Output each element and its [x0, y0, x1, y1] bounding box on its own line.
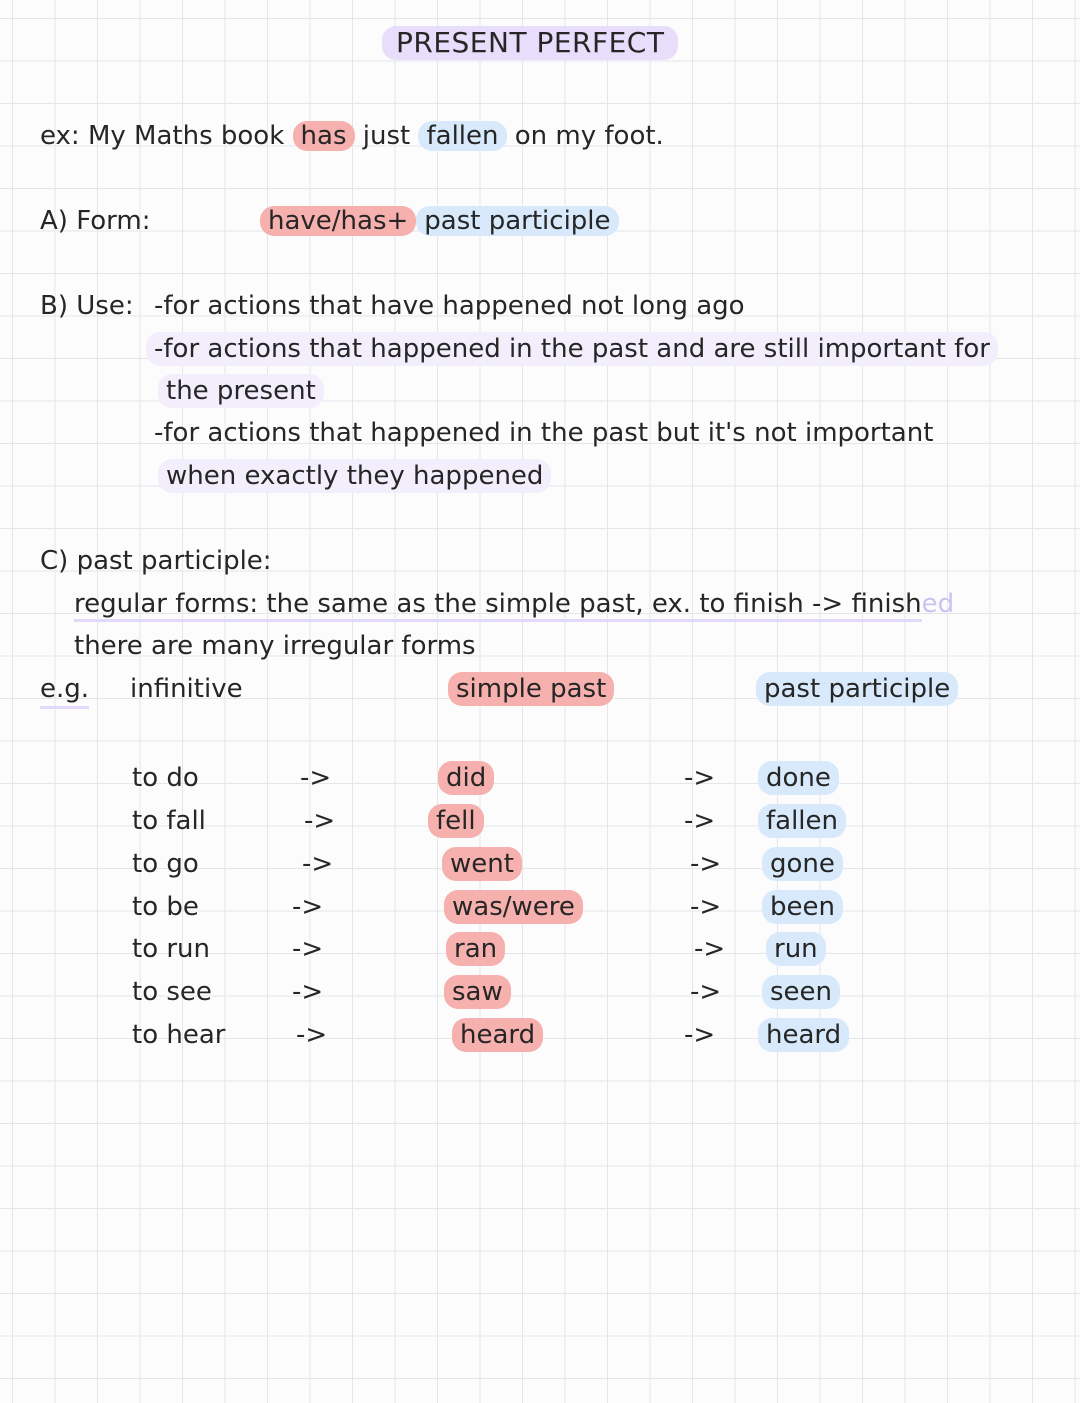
use-line-4: -for actions that happened in the past but it's not important: [154, 418, 934, 448]
row-2-arrow-1: ->: [304, 806, 336, 836]
participle-regular-text: regular forms: the same as the simple past, ex. to finish -> finish: [74, 589, 922, 622]
row-1-simple-past: did: [438, 761, 494, 795]
form-aux-highlight: have/has+: [260, 206, 416, 236]
example-verb-highlight: fallen: [418, 121, 506, 151]
row-4-arrow-2: ->: [690, 892, 722, 922]
row-1-infinitive: to do: [132, 763, 199, 793]
row-3-arrow-1: ->: [302, 849, 334, 879]
participle-regular: [74, 587, 954, 621]
example-sentence: [40, 119, 664, 153]
use-label: B) Use:: [40, 291, 134, 321]
example-prefix: ex: My Maths book: [40, 121, 285, 151]
example-mid: just: [362, 121, 411, 151]
row-3-infinitive: to go: [132, 849, 199, 879]
participle-irregular: there are many irregular forms: [74, 631, 476, 661]
row-1-arrow-2: ->: [684, 763, 716, 793]
participle-label: C) past participle:: [40, 546, 272, 576]
row-7-infinitive: to hear: [132, 1020, 226, 1050]
header-past-participle: past participle: [756, 672, 958, 706]
example-suffix: on my foot.: [514, 121, 664, 151]
row-5-simple-past: ran: [446, 932, 505, 966]
row-6-past-participle: seen: [762, 975, 840, 1009]
row-3-past-participle: gone: [762, 847, 843, 881]
row-3-arrow-2: ->: [690, 849, 722, 879]
row-2-arrow-2: ->: [684, 806, 716, 836]
row-5-infinitive: to run: [132, 934, 211, 964]
row-1-arrow-1: ->: [300, 763, 332, 793]
row-4-simple-past: was/were: [444, 890, 583, 924]
row-6-arrow-1: ->: [292, 977, 324, 1007]
use-line-3: the present: [158, 374, 324, 408]
row-7-arrow-1: ->: [296, 1020, 328, 1050]
row-5-arrow-1: ->: [292, 934, 324, 964]
row-4-arrow-1: ->: [292, 892, 324, 922]
form-formula: [260, 204, 619, 238]
row-6-simple-past: saw: [444, 975, 511, 1009]
row-7-arrow-2: ->: [684, 1020, 716, 1050]
row-5-past-participle: run: [766, 932, 826, 966]
use-line-1: -for actions that have happened not long ago: [154, 291, 745, 321]
row-1-past-participle: done: [758, 761, 839, 795]
row-5-arrow-2: ->: [694, 934, 726, 964]
example-aux-highlight: has: [293, 121, 355, 151]
form-participle-highlight: past participle: [416, 206, 618, 236]
row-6-infinitive: to see: [132, 977, 212, 1007]
row-2-infinitive: to fall: [132, 806, 206, 836]
row-2-simple-past: fell: [428, 804, 484, 838]
use-line-2: -for actions that happened in the past and are still important for: [146, 332, 998, 366]
row-2-past-participle: fallen: [758, 804, 846, 838]
row-3-simple-past: went: [442, 847, 522, 881]
form-label: A) Form:: [40, 206, 151, 236]
use-line-5: when exactly they happened: [158, 459, 551, 493]
page-title: PRESENT PERFECT: [382, 26, 678, 60]
header-simple-past: simple past: [448, 672, 614, 706]
eg-label: e.g.: [40, 672, 89, 709]
row-4-infinitive: to be: [132, 892, 199, 922]
header-infinitive: infinitive: [130, 674, 243, 704]
row-7-simple-past: heard: [452, 1018, 543, 1052]
row-7-past-participle: heard: [758, 1018, 849, 1052]
row-6-arrow-2: ->: [690, 977, 722, 1007]
row-4-past-participle: been: [762, 890, 843, 924]
participle-regular-ending: ed: [921, 589, 955, 619]
